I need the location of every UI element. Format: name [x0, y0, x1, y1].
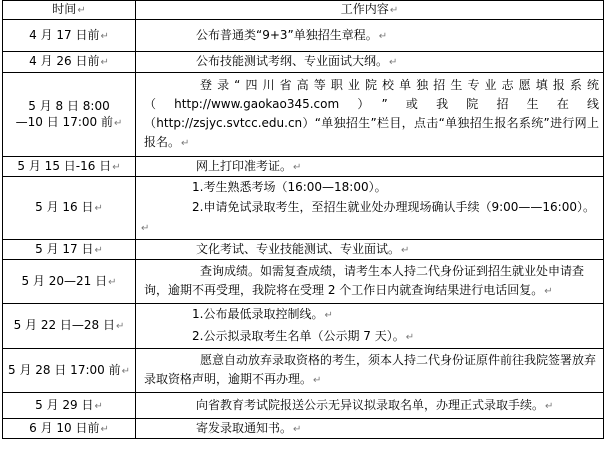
table-row: [3, 177, 604, 240]
table-row: [3, 349, 604, 393]
table-row: [3, 393, 604, 419]
row-content: 寄发录取通知书。↵: [136, 419, 604, 439]
table-row: [3, 240, 604, 260]
row-time: 5 月 8 日 8:00 —10 日 17:00 前↵: [3, 73, 136, 157]
table-header-row: [3, 1, 604, 20]
table-row: [3, 20, 604, 52]
row-content: 网上打印准考证。↵: [136, 157, 604, 177]
table-row: [3, 157, 604, 177]
row-time: 5 月 22 日—28 日↵: [3, 304, 136, 349]
row-time: 4 月 26 日前↵: [3, 52, 136, 73]
row-content: 愿意自动放弃录取资格的考生，须本人持二代身份证原件前往我院签署放弃录取资格声明，逾期不再办理。↵: [136, 349, 604, 393]
row-time: 5 月 17 日↵: [3, 240, 136, 260]
row-content: 查询成绩。如需复查成绩，请考生本人持二代身份证到招生就业处申请查询，逾期不再受理，我院将在受理 2 个工作日内就查询结果进行电话回复。↵: [136, 260, 604, 304]
header-content: 工作内容↵: [136, 1, 604, 20]
row-time: 5 月 20—21 日↵: [3, 260, 136, 304]
row-time: 5 月 16 日↵: [3, 177, 136, 240]
row-time: 5 月 29 日↵: [3, 393, 136, 419]
row-content: 公布技能测试考纲、专业面试大纲。↵: [136, 52, 604, 73]
schedule-table: [2, 0, 604, 439]
row-content: 文化考试、专业技能测试、专业面试。↵: [136, 240, 604, 260]
row-content: 公布普通类“9+3”单独招生章程。↵: [136, 20, 604, 52]
row-content: 登录“四川省高等职业院校单独招生专业志愿填报系统（http://www.gaokao345.com）”或我院招生在线（http://zsjyc.svtcc.edu.cn）“单独招生”栏目，点击“单独招生报名系统”进行网上报名。↵: [136, 73, 604, 157]
row-time: 5 月 15 日-16 日↵: [3, 157, 136, 177]
row-time: 4 月 17 日前↵: [3, 20, 136, 52]
row-content: 1.公布最低录取控制线。↵ 2.公示拟录取考生名单（公示期 7 天）。↵: [136, 304, 604, 349]
table-row: [3, 73, 604, 157]
table-row: [3, 419, 604, 439]
table-row: [3, 304, 604, 349]
row-time: 5 月 28 日 17:00 前↵: [3, 349, 136, 393]
row-content: 向省教育考试院报送公示无异议拟录取名单，办理正式录取手续。↵: [136, 393, 604, 419]
table-row: [3, 52, 604, 73]
table-row: [3, 260, 604, 304]
row-content: 1.考生熟悉考场（16:00—18:00）。 2.申请免试录取考生，至招生就业处办理现场确认手续（9:00——16:00）。↵: [136, 177, 604, 240]
header-time: 时间↵: [3, 1, 136, 20]
row-time: 6 月 10 日前↵: [3, 419, 136, 439]
